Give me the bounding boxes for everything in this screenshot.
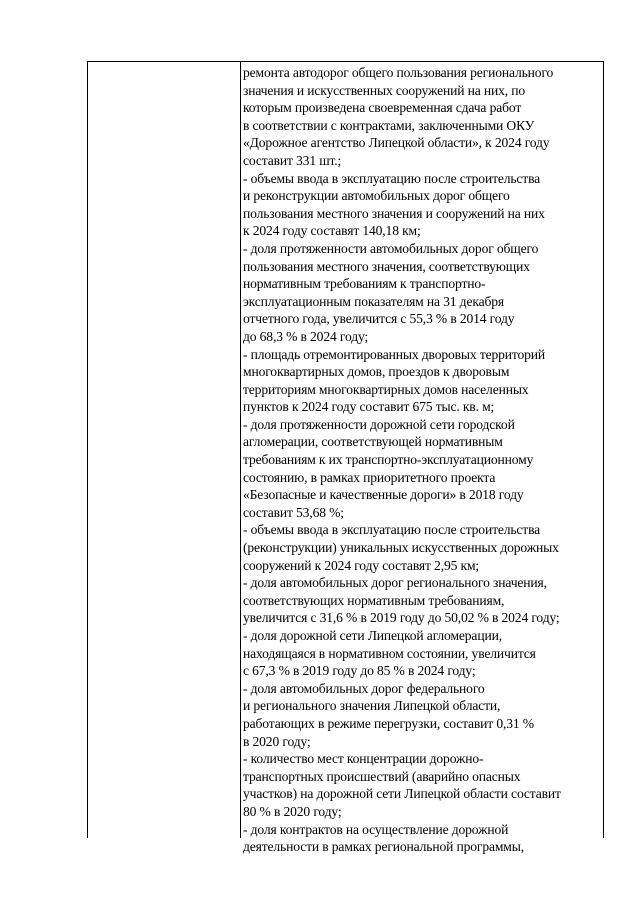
text-line: - доля автомобильных дорог регионального значения, (243, 575, 547, 591)
text-line: - объемы ввода в эксплуатацию после строительства (243, 522, 541, 538)
text-line: - доля протяженности автомобильных дорог общего (243, 240, 539, 256)
table-right-cell (241, 62, 603, 855)
text-line: состоянию, в рамках приоритетного проекта (243, 469, 496, 485)
text-line: пользования местного значения, соответствующих (243, 258, 530, 274)
text-line: к 2024 году составят 140,18 км; (243, 223, 421, 239)
text-line: до 68,3 % в 2024 году; (243, 328, 369, 344)
text-line: «Дорожное агентство Липецкой области», к 2024 году (243, 135, 550, 151)
text-line: работающих в режиме перегрузки, составит 0,31 % (243, 715, 534, 731)
text-line: требованиям к их транспортно-эксплуатационному (243, 452, 534, 468)
text-line: значения и искусственных сооружений на них, по (243, 82, 526, 98)
text-line: агломерации, соответствующей нормативным (243, 434, 503, 450)
text-line: - количество мест концентрации дорожно- (243, 751, 484, 767)
text-line: соответствующих нормативным требованиям, (243, 592, 505, 608)
text-line: 80 % в 2020 году; (243, 803, 342, 819)
text-line: деятельности в рамках региональной программы, (243, 839, 524, 855)
text-line: пунктов к 2024 году составит 675 тыс. кв. м; (243, 399, 495, 415)
text-line: которым произведена своевременная сдача работ (243, 100, 522, 116)
text-line: с 67,3 % в 2019 году до 85 % в 2024 году; (243, 663, 476, 679)
text-line: отчетного года, увеличится с 55,3 % в 2014 году (243, 311, 515, 327)
text-line: и реконструкции автомобильных дорог общего (243, 188, 510, 204)
text-line: участков) на дорожной сети Липецкой области составит (243, 786, 561, 802)
text-line: - доля дорожной сети Липецкой агломерации, (243, 628, 502, 643)
text-line: в соответствии с контрактами, заключенными ОКУ (243, 117, 535, 133)
text-line: (реконструкции) уникальных искусственных дорожных (243, 540, 559, 556)
text-line: - доля протяженности дорожной сети городской (243, 416, 515, 432)
text-line: - доля автомобильных дорог федерального (243, 680, 485, 696)
text-line: - площадь отремонтированных дворовых территорий (243, 346, 546, 362)
text-line: в 2020 году; (243, 733, 311, 749)
document-table (87, 61, 604, 855)
table-left-cell (88, 62, 241, 838)
text-line: сооружений к 2024 году составят 2,95 км; (243, 557, 480, 573)
text-line: ремонта автодорог общего пользования регионального (243, 65, 554, 80)
text-line: - объемы ввода в эксплуатацию после строительства (243, 170, 541, 186)
text-line: пользования местного значения и сооружений на них (243, 205, 545, 221)
text-line: эксплуатационным показателям на 31 декабря (243, 293, 504, 309)
text-line: увеличится с 31,6 % в 2019 году до 50,02 % в 2024 году; (243, 610, 560, 626)
text-line: многоквартирных домов, проездов к дворовым (243, 364, 510, 380)
text-line: нормативным требованиям к транспортно- (243, 276, 486, 292)
text-line: территориям многоквартирных домов населенных (243, 381, 529, 397)
text-line: находящаяся в нормативном состоянии, увеличится (243, 645, 536, 661)
text-line: составит 331 шт.; (243, 152, 342, 168)
text-line: «Безопасные и качественные дороги» в 2018 году (243, 487, 524, 503)
text-line: транспортных происшествий (аварийно опасных (243, 768, 521, 784)
text-line: - доля контрактов на осуществление дорожной (243, 821, 509, 837)
text-line: составит 53,68 %; (243, 504, 344, 520)
text-line: и регионального значения Липецкой области, (243, 698, 501, 714)
